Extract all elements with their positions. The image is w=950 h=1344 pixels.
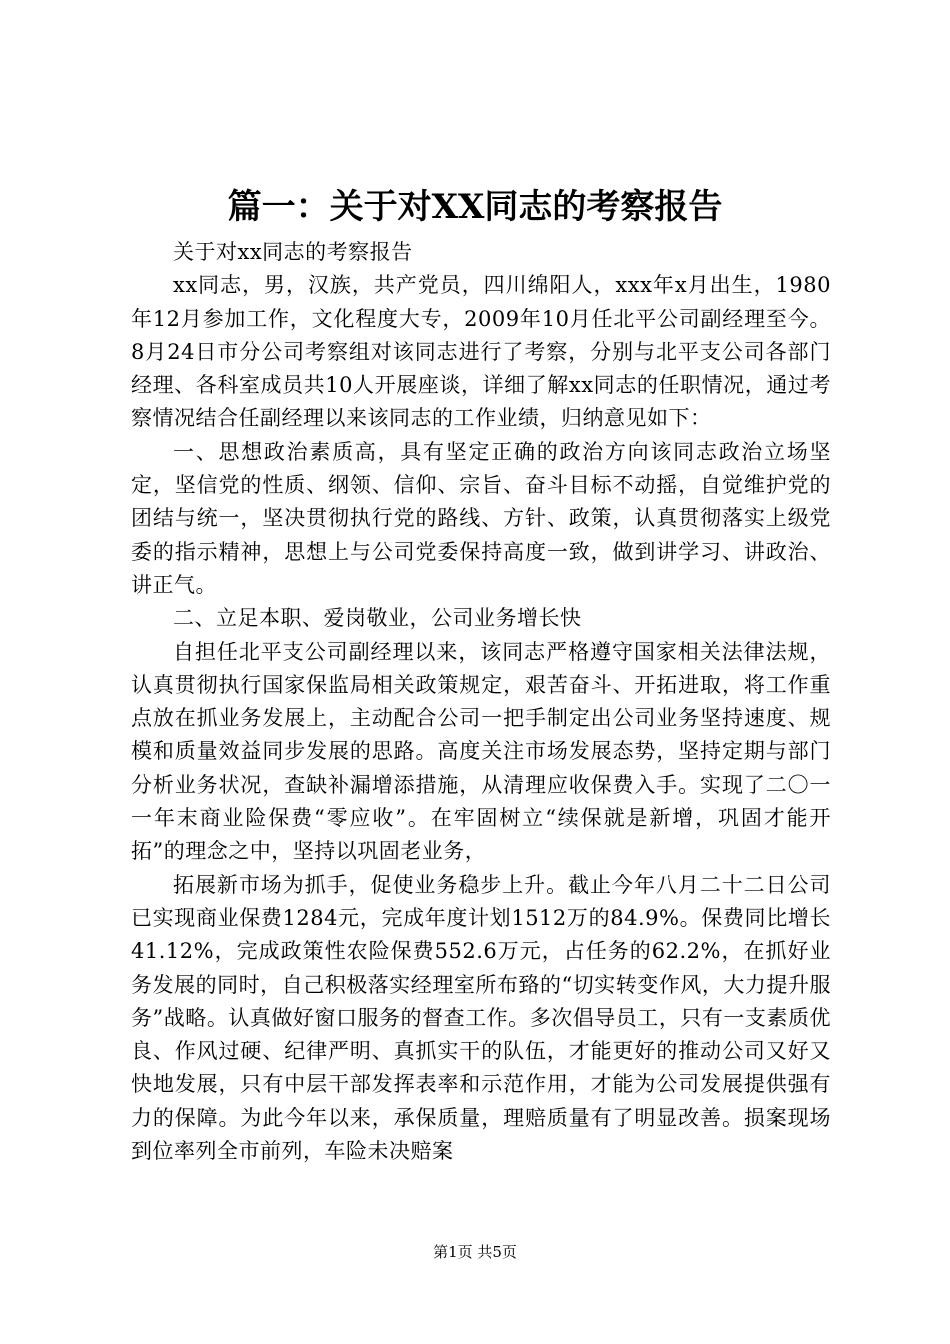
- paragraph-section-two-body: 自担任北平支公司副经理以来，该同志严格遵守国家相关法律法规，认真贯彻执行国家保监局相关政策规定，艰苦奋斗、开拓进取，将工作重点放在抓业务发展上，主动配合公司一把手制定出公司业务坚持速度、规模和质量效益同步发展的思路。高度关注市场发展态势，坚持定期与部门分析业务状况，查缺补漏增添措施，从清理应收保费入手。实现了二〇一一年末商业险保费“零应收”。在牢固树立“续保就是新增，巩固才能开拓”的理念之中，坚持以巩固老业务，: [131, 639, 831, 864]
- paragraph-section-one: 一、思想政治素质高，具有坚定正确的政治方向该同志政治立场坚定，坚信党的性质、纲领、信仰、宗旨、奋斗目标不动摇，自觉维护党的团结与统一，坚决贯彻执行党的路线、方针、政策，认真贯彻落实上级党委的指示精神，思想上与公司党委保持高度一致，做到讲学习、讲政治、讲正气。: [131, 439, 831, 597]
- paragraph-intro: xx同志，男，汉族，共产党员，四川绵阳人，xxx年x月出生，1980年12月参加工作，文化程度大专，2009年10月任北平公司副经理至今。8月24日市分公司考察组对该同志进行了考察，分别与北平支公司各部门经理、各科室成员共10人开展座谈，详细了解xx同志的任职情况，通过考察情况结合任副经理以来该同志的工作业绩，归纳意见如下：: [131, 273, 831, 431]
- document-title: 篇一：关于对XX同志的考察报告: [227, 187, 723, 227]
- page-footer: 第1页 共5页: [433, 1243, 517, 1261]
- document-body: [131, 236, 831, 1168]
- paragraph-continuation: 拓展新市场为抓手，促使业务稳步上升。截止今年八月二十二日公司已实现商业保费1284元，完成年度计划1512万的84.9%。保费同比增长41.12%，完成政策性农险保费552.6万元，占任务的62.2%，在抓好业务发展的同时，自己积极落实经理室所布臵的“切实转变作风，大力提升服务”战略。认真做好窗口服务的督查工作。多次倡导员工，只有一支素质优良、作风过硬、纪律严明、真抓实干的队伍，才能更好的推动公司又好又快地发展，只有中层干部发挥表率和示范作用，才能为公司发展提供强有力的保障。为此今年以来，承保质量，理赔质量有了明显改善。损案现场到位率列全市前列，车险未决赔案: [131, 872, 831, 1164]
- paragraph-section-two-heading: 二、立足本职、爱岗敬业，公司业务增长快: [173, 606, 582, 631]
- paragraph-heading: 关于对xx同志的考察报告: [173, 240, 413, 264]
